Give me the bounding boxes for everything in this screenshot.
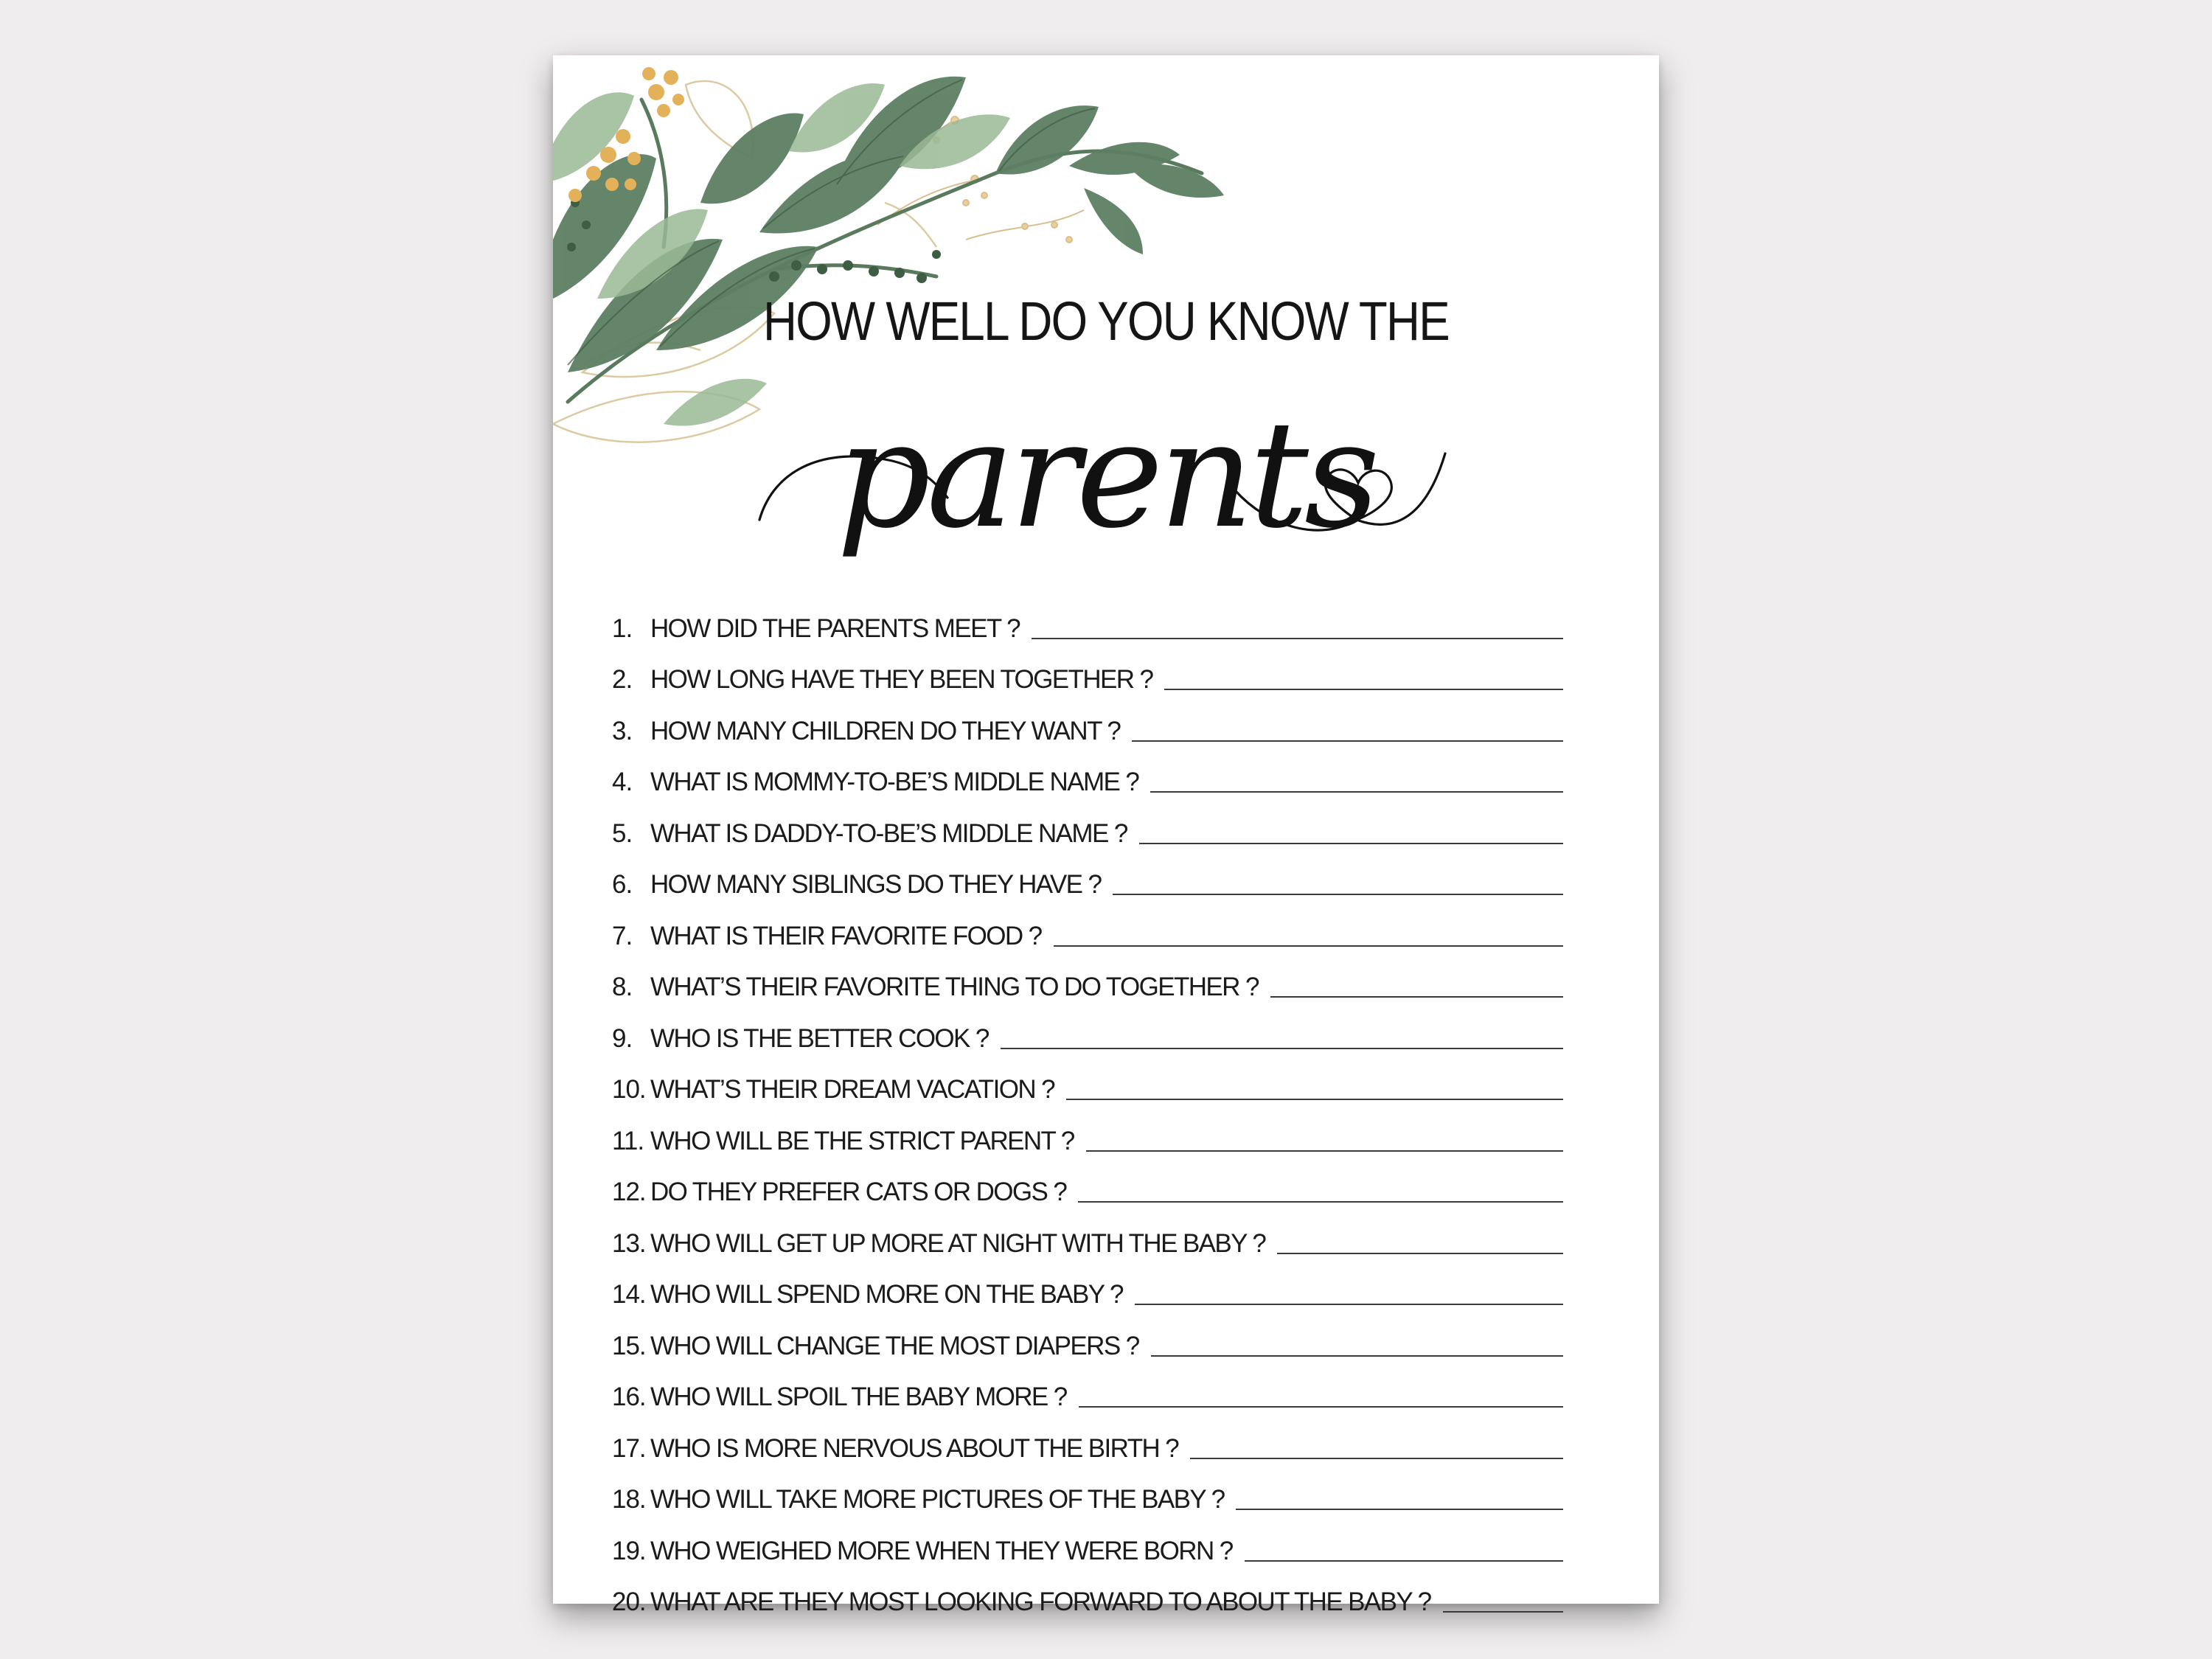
question-row — [612, 1002, 1563, 1054]
question-row — [612, 1464, 1563, 1515]
question-text: WHAT IS MOMMY-TO-BE’S MIDDLE NAME ? — [650, 768, 1139, 796]
question-list — [612, 592, 1563, 1617]
question-row — [612, 1412, 1563, 1464]
question-number: 12. — [612, 1178, 646, 1206]
question-number: 7. — [612, 921, 633, 950]
question-row — [612, 1105, 1563, 1156]
question-text: WHAT ARE THEY MOST LOOKING FORWARD TO ABOUT THE BABY ? — [650, 1587, 1431, 1616]
question-text: WHAT’S THEIR DREAM VACATION ? — [650, 1075, 1055, 1104]
question-text: HOW LONG HAVE THEY BEEN TOGETHER ? — [650, 665, 1153, 694]
question-row — [612, 1566, 1563, 1618]
question-row — [612, 1054, 1563, 1105]
question-number: 4. — [612, 768, 633, 796]
question-text: WHO IS THE BETTER COOK ? — [650, 1023, 989, 1053]
question-row — [612, 797, 1563, 849]
question-text: HOW MANY CHILDREN DO THEY WANT ? — [650, 716, 1121, 745]
answer-line[interactable] — [1066, 1099, 1563, 1100]
question-number: 11. — [612, 1126, 644, 1155]
answer-line[interactable] — [1078, 1201, 1563, 1203]
question-number: 9. — [612, 1023, 633, 1053]
answer-line[interactable] — [1443, 1611, 1563, 1613]
question-number: 5. — [612, 818, 633, 848]
answer-line[interactable] — [1079, 1406, 1563, 1408]
question-number: 8. — [612, 973, 633, 1001]
question-text: WHO WILL GET UP MORE AT NIGHT WITH THE BABY ? — [650, 1228, 1266, 1258]
question-number: 3. — [612, 716, 633, 745]
question-text: WHO WILL SPOIL THE BABY MORE ? — [650, 1382, 1067, 1411]
question-text: DO THEY PREFER CATS OR DOGS ? — [650, 1178, 1067, 1206]
question-row — [612, 1207, 1563, 1259]
answer-line[interactable] — [1054, 945, 1563, 947]
question-row — [612, 1310, 1563, 1361]
question-row — [612, 1361, 1563, 1413]
question-row — [612, 1259, 1563, 1310]
question-row — [612, 1514, 1563, 1566]
question-number: 10. — [612, 1075, 646, 1104]
question-text: WHO IS MORE NERVOUS ABOUT THE BIRTH ? — [650, 1433, 1179, 1463]
question-row — [612, 695, 1563, 746]
question-row — [612, 592, 1563, 644]
question-text: HOW DID THE PARENTS MEET ? — [650, 613, 1020, 643]
question-row — [612, 900, 1563, 951]
question-text: WHAT IS THEIR FAVORITE FOOD ? — [650, 921, 1042, 950]
answer-line[interactable] — [1001, 1048, 1563, 1049]
question-row — [612, 644, 1563, 695]
question-number: 17. — [612, 1433, 646, 1463]
question-text: WHO WEIGHED MORE WHEN THEY WERE BORN ? — [650, 1536, 1233, 1565]
answer-line[interactable] — [1190, 1458, 1563, 1459]
question-number: 6. — [612, 870, 633, 899]
question-number: 14. — [612, 1280, 646, 1309]
question-text: HOW MANY SIBLINGS DO THEY HAVE ? — [650, 870, 1102, 899]
question-number: 15. — [612, 1331, 646, 1360]
answer-line[interactable] — [1135, 1304, 1563, 1305]
question-text: WHAT IS DADDY-TO-BE’S MIDDLE NAME ? — [650, 818, 1127, 848]
printable-sheet — [553, 55, 1659, 1616]
answer-line[interactable] — [1086, 1150, 1563, 1152]
question-number: 18. — [612, 1485, 646, 1514]
question-number: 20. — [612, 1587, 646, 1616]
question-number: 2. — [612, 665, 633, 694]
answer-line[interactable] — [1132, 740, 1563, 742]
question-number: 16. — [612, 1382, 646, 1411]
answer-line[interactable] — [1150, 791, 1563, 793]
question-number: 1. — [612, 613, 633, 643]
answer-line[interactable] — [1139, 843, 1563, 844]
answer-line[interactable] — [1032, 638, 1563, 639]
answer-line[interactable] — [1113, 894, 1563, 895]
question-number: 13. — [612, 1228, 646, 1258]
question-row — [612, 849, 1563, 900]
answer-line[interactable] — [1164, 689, 1563, 690]
script-word-parents: parents — [836, 389, 1376, 561]
question-row — [612, 951, 1563, 1003]
answer-line[interactable] — [1236, 1509, 1563, 1510]
answer-line[interactable] — [1270, 996, 1563, 998]
question-text: WHO WILL SPEND MORE ON THE BABY ? — [650, 1280, 1123, 1309]
question-text: WHO WILL CHANGE THE MOST DIAPERS ? — [650, 1331, 1139, 1360]
answer-line[interactable] — [1245, 1560, 1563, 1562]
page-title: HOW WELL DO YOU KNOW THE — [763, 291, 1449, 352]
question-text: WHO WILL TAKE MORE PICTURES OF THE BABY ? — [650, 1485, 1225, 1514]
question-text: WHO WILL BE THE STRICT PARENT ? — [650, 1126, 1074, 1155]
question-row — [612, 1156, 1563, 1208]
question-row — [612, 746, 1563, 798]
answer-line[interactable] — [1151, 1355, 1563, 1357]
question-text: WHAT’S THEIR FAVORITE THING TO DO TOGETHER ? — [650, 973, 1259, 1001]
question-number: 19. — [612, 1536, 646, 1565]
answer-line[interactable] — [1277, 1253, 1563, 1254]
script-heading — [752, 358, 1460, 594]
